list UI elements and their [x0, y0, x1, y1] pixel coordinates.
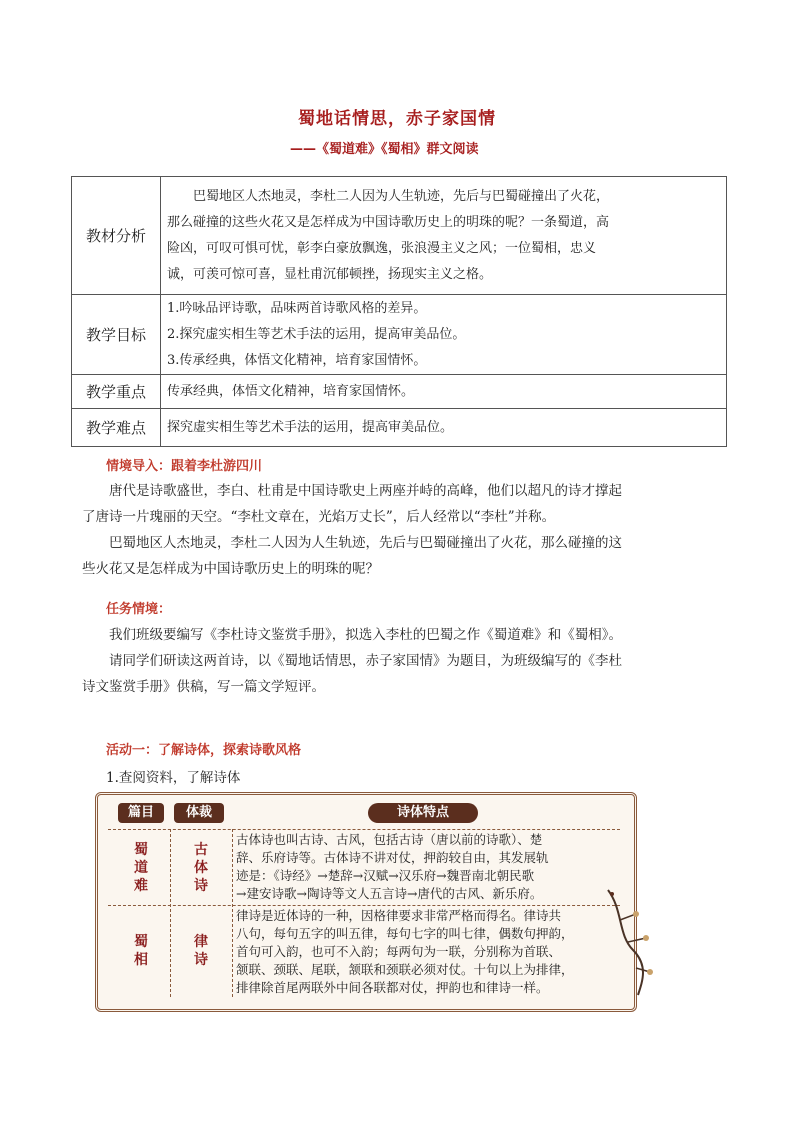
header-features: 诗体特点	[368, 803, 478, 823]
paragraph-line: 唐代是诗歌盛世，李白、杜甫是中国诗歌史上两座并峙的高峰，他们以超凡的诗才撑起	[109, 483, 622, 499]
paragraph-line: 请同学们研读这两首诗，以《蜀地话情思，赤子家国情》为题目，为班级编写的《李杜	[109, 653, 622, 669]
header-form: 体裁	[174, 803, 224, 823]
char: 古	[194, 842, 208, 858]
feature-line: 首句可入韵，也可不入韵；每两句为一联，分别称为首联、	[236, 944, 562, 959]
paragraph-line: 诗文鉴赏手册》供稿，写一篇文学短评。	[82, 679, 325, 695]
divider	[232, 829, 233, 997]
row-label: 教学目标	[72, 295, 161, 375]
content-line: 巴蜀地区人杰地灵，李杜二人因为人生轨迹，先后与巴蜀碰撞出了火花，	[193, 188, 610, 204]
poem-form-guti	[176, 841, 226, 895]
feature-line: →建安诗歌→陶诗等文人五言诗→唐代的古风、新乐府。	[236, 886, 543, 901]
page-title: 蜀地话情思，赤子家国情	[298, 109, 496, 129]
divider	[108, 905, 620, 906]
table-row	[72, 295, 727, 375]
row-content	[161, 295, 727, 375]
paragraph-line: 些火花又是怎样成为中国诗歌历史上的明珠的呢？	[82, 561, 379, 577]
row-content	[161, 177, 727, 295]
feature-line: 排律除首尾两联外中间各联都对仗，押韵也和律诗一样。	[236, 980, 549, 995]
poem-title-shudaonan	[118, 841, 164, 895]
char: 相	[134, 952, 148, 968]
char: 诗	[194, 952, 208, 968]
content-line: 1.吟咏品评诗歌，品味两首诗歌风格的差异。	[167, 300, 427, 316]
activity-heading: 活动一：了解诗体，探索诗歌风格	[106, 743, 302, 758]
char: 难	[134, 878, 148, 894]
header-title: 篇目	[118, 803, 164, 823]
poem-features-guti	[236, 831, 620, 903]
task-text	[82, 622, 722, 700]
activity-step: 1.查阅资料，了解诗体	[106, 770, 241, 786]
table-row	[72, 409, 727, 447]
content-line: 探究虚实相生等艺术手法的运用，提高审美品位。	[167, 419, 454, 435]
page-subtitle: ——《蜀道难》《蜀相》群文阅读	[290, 142, 479, 157]
poem-form-table	[95, 792, 637, 1012]
paragraph-line: 了唐诗一片瑰丽的天空。“李杜文章在，光焰万丈长”，后人经常以“李杜”并称。	[82, 509, 556, 525]
divider	[108, 829, 620, 830]
table-row	[72, 177, 727, 295]
row-content	[161, 375, 727, 409]
feature-line: 迹是：《诗经》→楚辞→汉赋→汉乐府→魏晋南北朝民歌	[236, 868, 535, 883]
task-heading: 任务情境：	[106, 602, 172, 617]
plum-branch-icon	[598, 880, 658, 1000]
feature-line: 八句，每句五字的叫五律，每句七字的叫七律，偶数句押韵，	[236, 926, 574, 941]
content-line: 险凶，可叹可惧可忧，彰李白豪放飘逸，张浪漫主义之风；一位蜀相，忠义	[167, 240, 597, 256]
row-label: 教学难点	[72, 409, 161, 447]
row-content	[161, 409, 727, 447]
feature-line: 辞、乐府诗等。古体诗不讲对仗，押韵较自由，其发展轨	[236, 850, 549, 865]
intro-heading: 情境导入：跟着李杜游四川	[106, 459, 263, 474]
row-label: 教学重点	[72, 375, 161, 409]
paragraph-line: 我们班级要编写《李杜诗文鉴赏手册》，拟选入李杜的巴蜀之作《蜀道难》和《蜀相》。	[109, 627, 622, 643]
content-line: 2.探究虚实相生等艺术手法的运用，提高审美品位。	[167, 326, 466, 342]
content-line: 诚，可羡可惊可喜，显杜甫沉郁顿挫，扬现实主义之格。	[167, 266, 493, 282]
poem-form-lvshi	[176, 933, 226, 969]
divider	[170, 829, 171, 997]
char: 律	[194, 934, 208, 950]
content-line: 传承经典，体悟文化精神，培育家国情怀。	[167, 383, 415, 399]
char: 诗	[194, 878, 208, 894]
paragraph-line: 巴蜀地区人杰地灵，李杜二人因为人生轨迹，先后与巴蜀碰撞出了火花，那么碰撞的这	[109, 535, 622, 551]
char: 体	[194, 860, 208, 876]
feature-line: 古体诗也叫古诗、古风，包括古诗（唐以前的诗歌）、楚	[236, 832, 543, 847]
char: 蜀	[134, 842, 148, 858]
char: 蜀	[134, 934, 148, 950]
intro-text	[82, 478, 722, 582]
poem-features-lvshi	[236, 907, 620, 997]
content-line: 3.传承经典，体悟文化精神，培育家国情怀。	[167, 352, 427, 368]
row-label: 教材分析	[72, 177, 161, 295]
feature-line: 颔联、颈联、尾联，颔联和颈联必须对仗。十句以上为排律，	[236, 962, 574, 977]
feature-line: 律诗是近体诗的一种，因格律要求非常严格而得名。律诗共	[236, 908, 562, 923]
char: 道	[134, 860, 148, 876]
teaching-plan-table	[71, 176, 727, 447]
poem-title-shuxiang	[118, 933, 164, 969]
content-line: 那么碰撞的这些火花又是怎样成为中国诗歌历史上的明珠的呢？一条蜀道，高	[167, 214, 610, 230]
table-row	[72, 375, 727, 409]
